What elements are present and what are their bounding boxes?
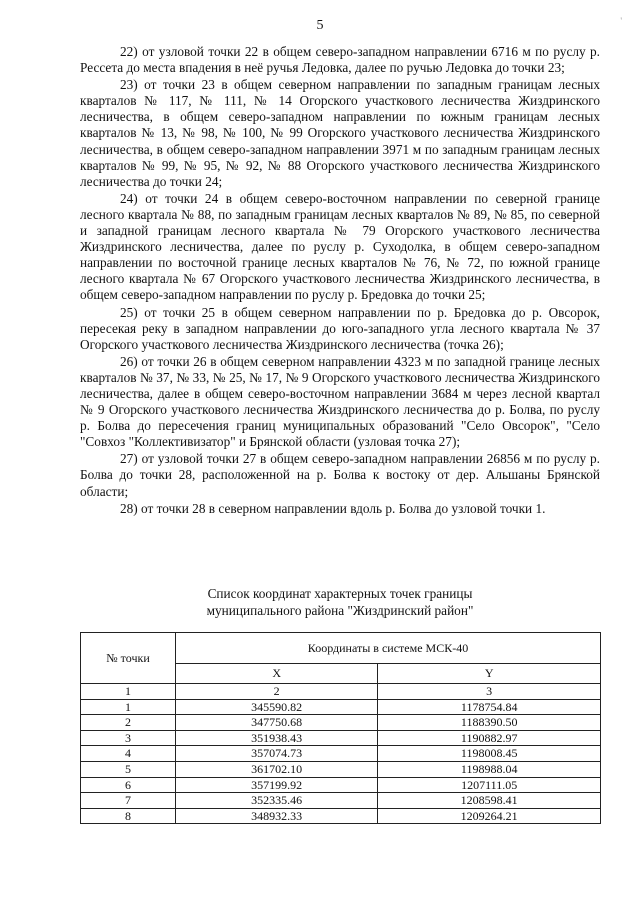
- y-coordinate-cell: 1208598.41: [378, 793, 601, 809]
- index-cell: 1: [81, 684, 176, 700]
- y-coordinate-cell: 1178754.84: [378, 699, 601, 715]
- table-caption: [80, 585, 600, 619]
- x-coordinate-cell: 348932.33: [176, 808, 378, 824]
- table-row: [81, 793, 601, 809]
- point-number-cell: 5: [81, 761, 176, 777]
- table-row: [81, 715, 601, 731]
- paragraph-27: 27) от узловой точки 27 в общем северо-западном направлении 26856 м по руслу р. Болва до точки 28, расположенной на р. Болва к востоку от дер. Альшаны Брянской области;: [80, 451, 600, 499]
- point-number-cell: 3: [81, 730, 176, 746]
- index-cell: 3: [378, 684, 601, 700]
- table-row: [81, 777, 601, 793]
- boundary-description: [80, 44, 600, 518]
- coordinates-table: [80, 632, 601, 824]
- x-coordinate-cell: 351938.43: [176, 730, 378, 746]
- header-y: Y: [378, 663, 601, 683]
- y-coordinate-cell: 1209264.21: [378, 808, 601, 824]
- paragraph-26: 26) от точки 26 в общем северном направлении 4323 м по западной границе лесных кварталов № 37, № 33, № 25, № 17, № 9 Огорского участкового лесничества Жиздринского лесничества, далее в общем северо-восточном направлении 3684 м через лесной квартал № 9 Огорского участкового лесничества Жиздринского лесничества до р. Болва, по руслу р. Болва до пересечения границ муниципальных образований "Село Овсорок", "Село "Совхоз "Коллективизатор" и Брянской области (узловая точка 27);: [80, 353, 600, 450]
- table-row: [81, 730, 601, 746]
- x-coordinate-cell: 361702.10: [176, 761, 378, 777]
- y-coordinate-cell: 1198988.04: [378, 761, 601, 777]
- x-coordinate-cell: 352335.46: [176, 793, 378, 809]
- paragraph-25: 25) от точки 25 в общем северном направлении по р. Бредовка до р. Овсорок, пересекая реку в западном направлении до юго-западного угла лесного квартала № 37 Огорского участкового лесничества Жиздринского лесничества (точка 26);: [80, 304, 600, 352]
- x-coordinate-cell: 357074.73: [176, 746, 378, 762]
- point-number-cell: 6: [81, 777, 176, 793]
- y-coordinate-cell: 1198008.45: [378, 746, 601, 762]
- point-number-cell: 2: [81, 715, 176, 731]
- y-coordinate-cell: 1188390.50: [378, 715, 601, 731]
- y-coordinate-cell: 1190882.97: [378, 730, 601, 746]
- table-body: [81, 684, 601, 824]
- table-row: [81, 761, 601, 777]
- corner-mark: ': [620, 16, 622, 26]
- x-coordinate-cell: 357199.92: [176, 777, 378, 793]
- point-number-cell: 4: [81, 746, 176, 762]
- paragraph-23: 23) от точки 23 в общем северном направлении по западным границам лесных кварталов № 117, № 111, № 14 Огорского участкового лесничества Жиздринского лесничества, в общем северо-западном направлении по южным границам лесных кварталов № 13, № 98, № 100, № 99 Огорского участкового лесничества Жиздринского лесничества, в общем северо-западном направлении 3971 м по западным границам лесных кварталов № 99, № 95, № 92, № 88 Огорского участкового лесничества Жиздринского лесничества до точки 24;: [80, 77, 600, 189]
- y-coordinate-cell: 1207111.05: [378, 777, 601, 793]
- header-x: X: [176, 663, 378, 683]
- table-row: [81, 699, 601, 715]
- caption-line-2: муниципального района "Жиздринский район": [206, 603, 474, 618]
- header-point-number: № точки: [81, 633, 176, 684]
- paragraph-22: 22) от узловой точки 22 в общем северо-западном направлении 6716 м по руслу р. Рессета до места впадения в неё ручья Ледовка, далее по ручью Ледовка до точки 23;: [80, 44, 600, 76]
- header-coordinate-system: Координаты в системе МСК-40: [176, 633, 601, 664]
- x-coordinate-cell: 345590.82: [176, 699, 378, 715]
- paragraph-28: 28) от точки 28 в северном направлении вдоль р. Болва до узловой точки 1.: [120, 500, 546, 516]
- point-number-cell: 1: [81, 699, 176, 715]
- index-cell: 2: [176, 684, 378, 700]
- point-number-cell: 8: [81, 808, 176, 824]
- paragraph-24: 24) от точки 24 в общем северо-восточном направлении по северной границе лесного квартала № 88, по западным границам лесных кварталов № 89, № 85, по северной и западной границам лесного квартала № 79 Огорского участкового лесничества Жиздринского лесничества, далее по руслу р. Суходолка, в общем северо-западном направлении по восточной границе лесных кварталов № 76, № 72, по южной границе лесного квартала № 67 Огорского участкового лесничества Жиздринского лесничества, в общем северо-западном направлении по руслу р. Бредовка до точки 25;: [80, 190, 600, 303]
- caption-line-1: Список координат характерных точек границы: [207, 586, 473, 601]
- table-row: [81, 808, 601, 824]
- page-number: 5: [316, 18, 324, 33]
- point-number-cell: 7: [81, 793, 176, 809]
- table-row: [81, 746, 601, 762]
- column-index-row: [81, 684, 601, 700]
- x-coordinate-cell: 347750.68: [176, 715, 378, 731]
